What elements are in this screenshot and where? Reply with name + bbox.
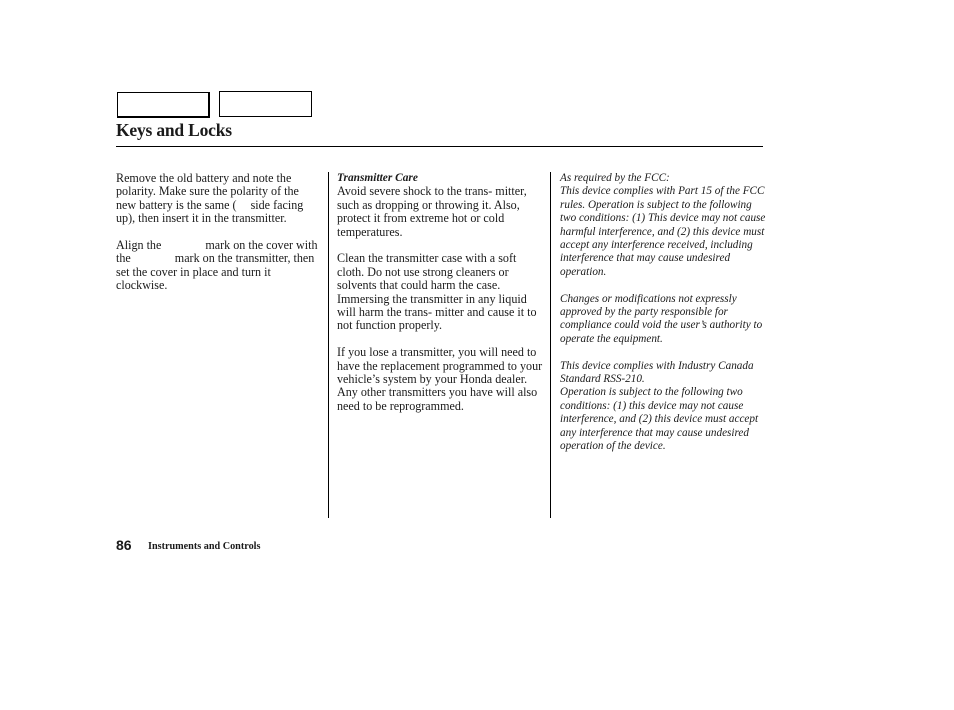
fcc-intro: As required by the FCC: — [560, 172, 670, 184]
rss-conditions: Operation is subject to the following two conditions: (1) this device may not cause interference, and (2) this device must accept any interference that may cause undesired operation of the device. — [560, 386, 759, 453]
modifications-paragraph: Changes or modifications not expressly approved by the party responsible for compliance could void the user’s authority to operate the equipment. — [560, 292, 763, 345]
align-text-b: mark on the cover with the — [116, 238, 318, 266]
section-name: Instruments and Controls — [148, 541, 261, 552]
cleaning-paragraph: Clean the transmitter case with a soft cloth. Do not use strong cleaners or solvents that could harm the case. Immersing the transmitter in any liquid will harm the trans- mitter and cause it to not function properly. — [337, 251, 537, 333]
page-title: Keys and Locks — [116, 120, 232, 140]
nav-next-button[interactable] — [219, 91, 312, 117]
column-divider-2 — [550, 172, 551, 518]
polarity-text-a: Remove the old battery and note the polarity. Make sure the polarity of the new battery is the same ( — [116, 171, 299, 212]
lost-transmitter-paragraph: If you lose a transmitter, you will need to have the replacement programmed to your vehicle’s system by your Honda dealer. Any other transmitters you have will also need to be reprogrammed. — [337, 345, 543, 413]
fcc-body: This device complies with Part 15 of the FCC rules. Operation is subject to the following two conditions: (1) This device may not cause harmful interference, and (2) this device must accept any interference received, including interference that may cause undesired operation. — [560, 185, 766, 278]
column-divider-1 — [328, 172, 329, 518]
transmitter-care-heading: Transmitter Care — [337, 172, 418, 184]
column-transmitter-care — [337, 172, 543, 427]
align-text-a: Align the — [116, 238, 162, 253]
column-battery-replacement — [116, 172, 322, 306]
nav-previous-button[interactable] — [117, 92, 210, 118]
shock-paragraph: Avoid severe shock to the trans- mitter, such as dropping or throwing it. Also, protect it from extreme hot or cold temperatures. — [337, 184, 527, 239]
column-fcc-notice — [560, 172, 766, 467]
title-divider — [116, 146, 763, 147]
polarity-text-b: side facing up), then insert it in the transmitter. — [116, 197, 304, 226]
industry-canada-paragraph — [560, 360, 766, 454]
fcc-paragraph — [560, 172, 766, 279]
align-cover-paragraph — [116, 239, 322, 293]
page-number: 86 — [116, 537, 132, 553]
align-text-c: mark on the transmitter, then set the cover in place and turn it clockwise. — [116, 251, 315, 293]
battery-polarity-paragraph — [116, 172, 322, 226]
rss-statement: This device complies with Industry Canada Standard RSS-210. — [560, 359, 754, 386]
